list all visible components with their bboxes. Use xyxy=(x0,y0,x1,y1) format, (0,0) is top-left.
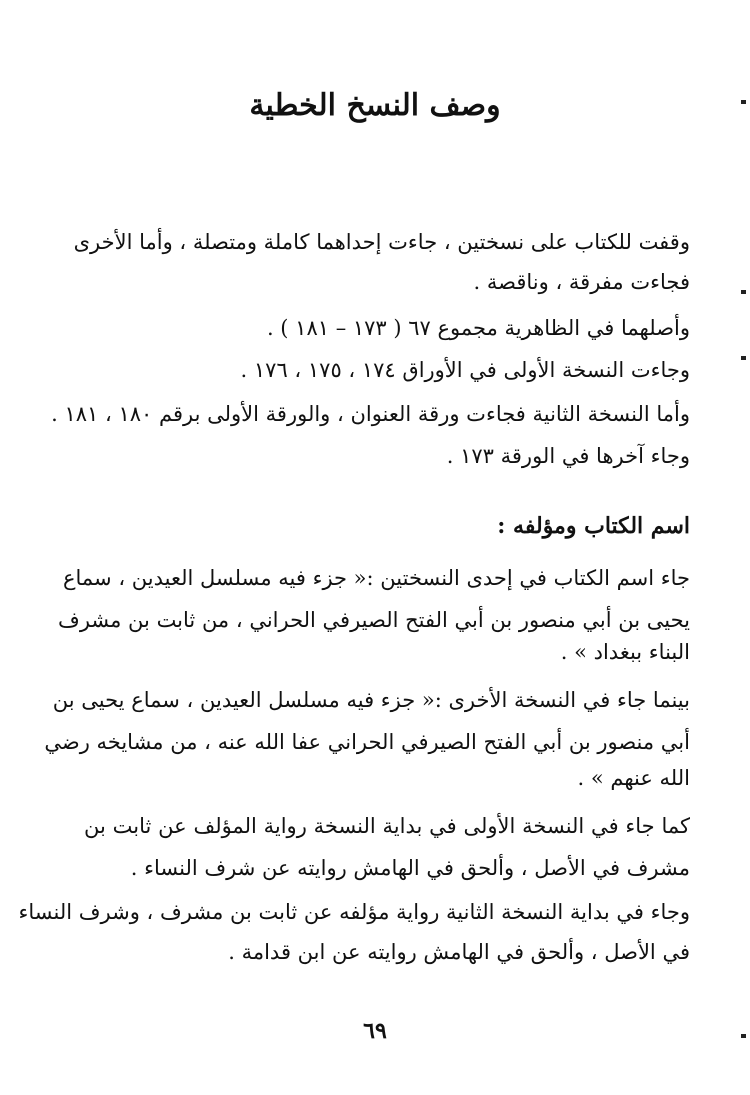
section-line-8: مشرف في الأصل ، وألحق في الهامش روايته عن شرف النساء . xyxy=(130,856,690,880)
section-line-5: أبي منصور بن أبي الفتح الصيرفي الحراني عفا الله عنه ، من مشايخه رضي xyxy=(44,730,690,754)
section-line-1: جاء اسم الكتاب في إحدى النسختين :« جزء فيه مسلسل العيدين ، سماع xyxy=(62,566,690,590)
margin-mark xyxy=(741,290,746,294)
intro-line-1: وقفت للكتاب على نسختين ، جاءت إحداهما كاملة ومتصلة ، وأما الأخرى xyxy=(73,230,690,254)
section-line-3: البناء ببغداد » . xyxy=(560,640,690,664)
margin-mark xyxy=(741,1034,746,1038)
page-number: ٦٩ xyxy=(363,1018,387,1044)
section-line-6: الله عنهم » . xyxy=(577,766,690,790)
section-heading: اسم الكتاب ومؤلفه : xyxy=(497,513,690,539)
margin-mark xyxy=(741,356,746,360)
intro-line-2: فجاءت مفرقة ، وناقصة . xyxy=(473,270,690,294)
section-line-2: يحيى بن أبي منصور بن أبي الفتح الصيرفي الحراني ، من ثابت بن مشرف xyxy=(58,608,690,632)
intro-line-3: وأصلهما في الظاهرية مجموع ٦٧ ( ١٧٣ – ١٨١ ) . xyxy=(266,316,690,340)
margin-mark xyxy=(741,100,746,104)
intro-line-4: وجاءت النسخة الأولى في الأوراق ١٧٤ ، ١٧٥ ، ١٧٦ . xyxy=(240,358,690,382)
section-line-7: كما جاء في النسخة الأولى في بداية النسخة رواية المؤلف عن ثابت بن xyxy=(84,814,690,838)
page-title: وصف النسخ الخطية xyxy=(249,88,501,123)
section-line-4: بينما جاء في النسخة الأخرى :« جزء فيه مسلسل العيدين ، سماع يحيى بن xyxy=(52,688,690,712)
section-line-10: في الأصل ، وألحق في الهامش روايته عن ابن قدامة . xyxy=(228,940,690,964)
intro-line-6: وجاء آخرها في الورقة ١٧٣ . xyxy=(446,444,690,468)
intro-line-5: وأما النسخة الثانية فجاءت ورقة العنوان ، والورقة الأولى برقم ١٨٠ ، ١٨١ . xyxy=(51,402,690,426)
section-line-9: وجاء في بداية النسخة الثانية رواية مؤلفه عن ثابت بن مشرف ، وشرف النساء xyxy=(18,900,690,924)
